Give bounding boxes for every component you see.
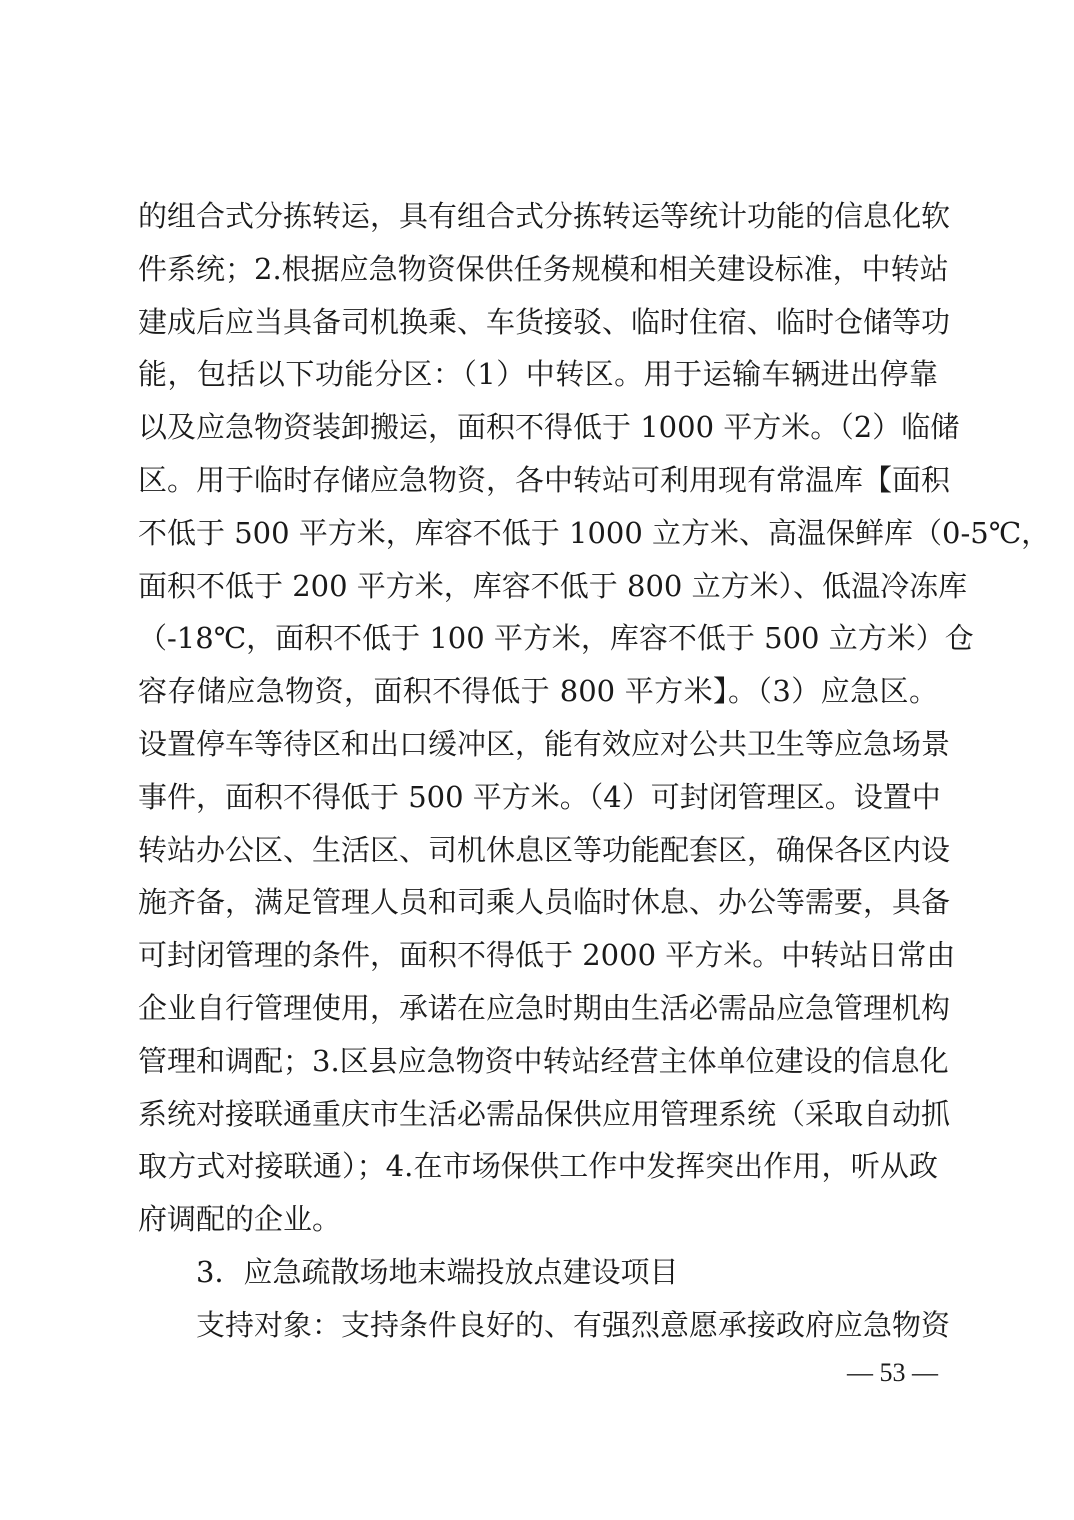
text-line: 转站办公区、生活区、司机休息区等功能配套区，确保各区内设	[138, 832, 951, 867]
text-line: 能，包括以下功能分区：（1）中转区。用于运输车辆进出停靠	[138, 357, 938, 392]
text-line: 府调配的企业。	[138, 1202, 342, 1237]
text-line: 件系统；2.根据应急物资保供任务规模和相关建设标准，中转站	[138, 251, 949, 286]
text-line: 容存储应急物资，面积不得低于 800 平方米】。（3）应急区。	[138, 674, 938, 709]
text-line: （-18℃，面积不低于 100 平方米，库容不低于 500 立方米）仓	[138, 621, 974, 656]
text-line: 面积不低于 200 平方米，库容不低于 800 立方米）、低温冷冻库	[138, 568, 968, 603]
page-number: — 53 —	[847, 1358, 938, 1387]
text-line: 企业自行管理使用，承诺在应急时期由生活必需品应急管理机构	[138, 990, 951, 1025]
section-heading: 3．应急疏散场地末端投放点建设项目	[196, 1254, 679, 1289]
text-line: 支持对象：支持条件良好的、有强烈意愿承接政府应急物资	[196, 1307, 951, 1342]
body-text	[138, 190, 1051, 1352]
text-line: 事件，面积不得低于 500 平方米。（4）可封闭管理区。设置中	[138, 779, 941, 814]
text-line: 设置停车等待区和出口缓冲区，能有效应对公共卫生等应急场景	[138, 726, 951, 761]
text-line: 管理和调配；3.区县应急物资中转站经营主体单位建设的信息化	[138, 1043, 949, 1078]
text-line: 区。用于临时存储应急物资，各中转站可利用现有常温库【面积	[138, 462, 951, 497]
text-line: 的组合式分拣转运，具有组合式分拣转运等统计功能的信息化软	[138, 199, 951, 233]
text-line: 取方式对接联通）；4.在市场保供工作中发挥突出作用，听从政	[138, 1149, 938, 1184]
text-line: 可封闭管理的条件，面积不得低于 2000 平方米。中转站日常由	[138, 938, 956, 973]
text-line: 不低于 500 平方米，库容不低于 1000 立方米、高温保鲜库（0-5℃，	[138, 515, 1051, 550]
text-line: 系统对接联通重庆市生活必需品保供应用管理系统（采取自动抓	[138, 1096, 951, 1131]
text-line: 建成后应当具备司机换乘、车货接驳、临时住宿、临时仓储等功	[138, 304, 951, 339]
text-line: 以及应急物资装卸搬运，面积不得低于 1000 平方米。（2）临储	[138, 410, 960, 445]
text-line: 施齐备，满足管理人员和司乘人员临时休息、办公等需要，具备	[138, 885, 951, 920]
